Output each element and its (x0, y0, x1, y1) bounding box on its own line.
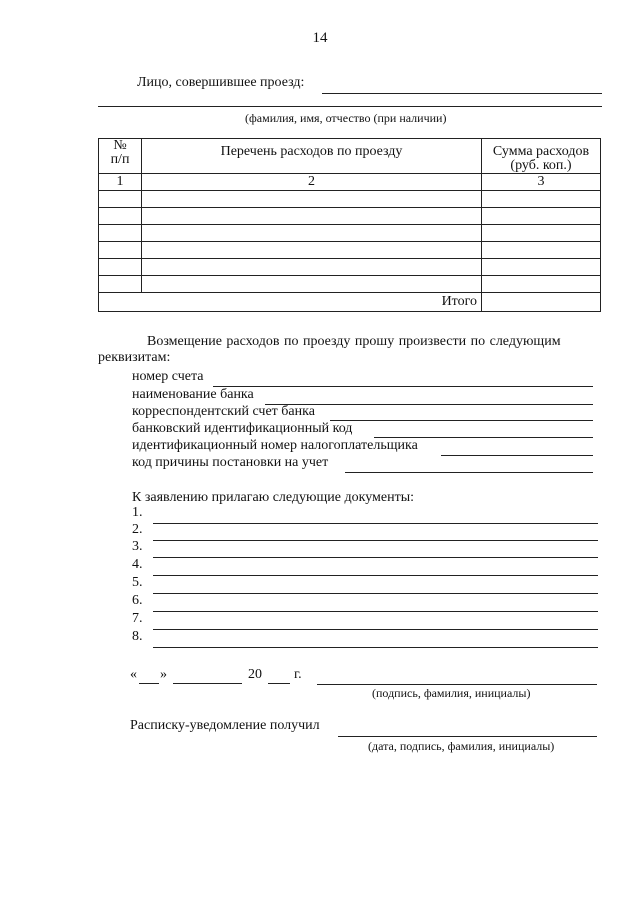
attachment-number: 1. (132, 505, 143, 520)
field-inn-label: идентификационный номер налогоплательщика (132, 438, 418, 453)
traveler-caption: (фамилия, имя, отчество (при наличии) (245, 111, 447, 125)
table-header-row (99, 139, 601, 174)
table-cell[interactable] (99, 208, 142, 225)
attachment-number: 4. (132, 557, 143, 572)
receipt-input[interactable] (338, 736, 597, 737)
header-amount (482, 139, 601, 174)
expenses-table (98, 138, 601, 312)
receipt-caption: (дата, подпись, фамилия, инициалы) (368, 739, 555, 753)
table-cell[interactable] (482, 225, 601, 242)
table-cell[interactable] (99, 191, 142, 208)
date-open-quote: « (130, 667, 137, 682)
attachment-number: 5. (132, 575, 143, 590)
reimbursement-intro: Возмещение расходов по проезду прошу произвести по следующим (147, 334, 561, 349)
signature-caption: (подпись, фамилия, инициалы) (372, 686, 531, 700)
column-number-row (99, 174, 601, 191)
table-row (99, 242, 601, 259)
table-cell[interactable] (482, 208, 601, 225)
column-number: 3 (482, 174, 601, 191)
table-cell[interactable] (482, 242, 601, 259)
field-kpp-label: код причины постановки на учет (132, 455, 329, 470)
attachment-input[interactable] (153, 593, 598, 594)
date-day-input[interactable] (139, 683, 159, 684)
attachment-input[interactable] (153, 540, 598, 541)
table-cell[interactable] (142, 225, 482, 242)
attachment-input[interactable] (153, 575, 598, 576)
attachment-number: 6. (132, 593, 143, 608)
date-close-quote: » (160, 667, 167, 682)
attachment-number: 3. (132, 539, 143, 554)
receipt-label: Расписку-уведомление получил (130, 718, 320, 733)
attachment-input[interactable] (153, 629, 598, 630)
table-row (99, 208, 601, 225)
attachment-input[interactable] (153, 523, 598, 524)
field-bik-label: банковский идентификационный код (132, 421, 353, 436)
date-month-input[interactable] (173, 683, 242, 684)
reimbursement-intro-cont: реквизитам: (98, 350, 171, 365)
field-bank-name-label: наименование банка (132, 387, 254, 402)
table-cell[interactable] (99, 242, 142, 259)
header-amount-line1: Сумма расходов (492, 144, 590, 159)
table-cell[interactable] (482, 191, 601, 208)
attachment-number: 7. (132, 611, 143, 626)
year-prefix: 20 (248, 667, 262, 682)
field-corr-account-input[interactable] (330, 420, 593, 421)
total-row (99, 293, 601, 312)
traveler-label: Лицо, совершившее проезд: (137, 75, 305, 90)
traveler-name-field[interactable] (322, 93, 602, 94)
attachment-input[interactable] (153, 557, 598, 558)
field-account-number-label: номер счета (132, 369, 204, 384)
attachment-input[interactable] (153, 611, 598, 612)
header-expense-list (142, 139, 482, 174)
attachment-number: 8. (132, 629, 143, 644)
date-year-input[interactable] (268, 683, 290, 684)
table-cell[interactable] (142, 276, 482, 293)
header-index-line2: п/п (110, 152, 130, 167)
signature-input[interactable] (317, 684, 597, 685)
table-row (99, 276, 601, 293)
table-cell[interactable] (482, 259, 601, 276)
table-cell[interactable] (142, 191, 482, 208)
field-account-number-input[interactable] (213, 386, 593, 387)
table-cell[interactable] (142, 259, 482, 276)
column-number: 2 (142, 174, 482, 191)
year-suffix: г. (294, 667, 302, 682)
table-row (99, 259, 601, 276)
table-cell[interactable] (99, 276, 142, 293)
field-inn-input[interactable] (441, 455, 593, 456)
field-kpp-input[interactable] (345, 472, 593, 473)
header-amount-line2: (руб. коп.) (510, 158, 572, 173)
table-cell[interactable] (99, 225, 142, 242)
attachment-number: 2. (132, 522, 143, 537)
attachment-input[interactable] (153, 647, 598, 648)
column-number: 1 (99, 174, 142, 191)
table-row (99, 191, 601, 208)
table-cell[interactable] (482, 276, 601, 293)
page-number: 14 (312, 30, 328, 46)
table-cell[interactable] (142, 242, 482, 259)
table-cell[interactable] (99, 259, 142, 276)
field-corr-account-label: корреспондентский счет банка (132, 404, 315, 419)
attachments-heading: К заявлению прилагаю следующие документы: (132, 490, 415, 505)
traveler-name-field-line2[interactable] (98, 106, 602, 107)
header-expense-list-text: Перечень расходов по проезду (220, 144, 403, 159)
table-row (99, 225, 601, 242)
total-label: Итого (99, 293, 482, 312)
table-cell[interactable] (142, 208, 482, 225)
header-index-line1: № (113, 138, 127, 153)
header-index (99, 139, 142, 174)
total-amount-cell[interactable] (482, 293, 601, 312)
